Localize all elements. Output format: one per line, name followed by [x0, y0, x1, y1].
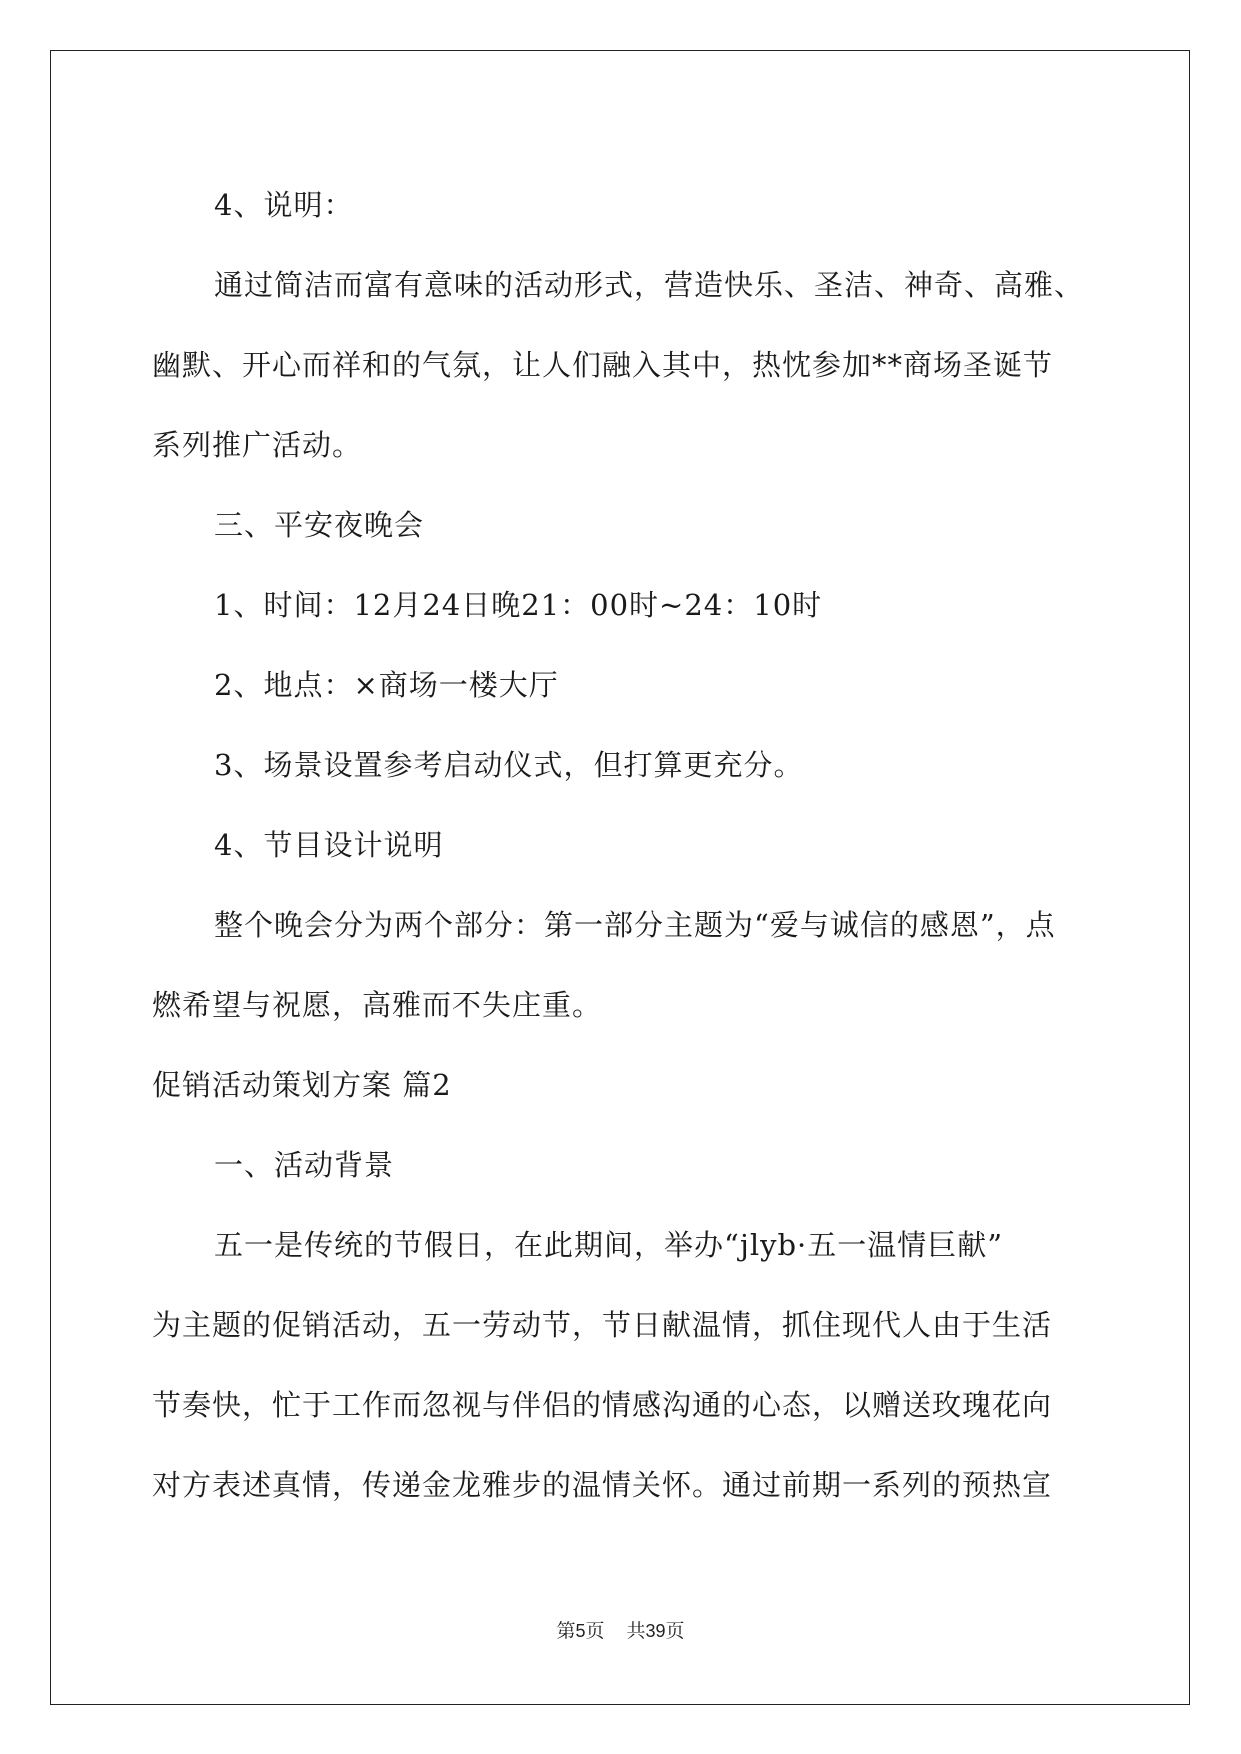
paragraph-line: 幽默、开心而祥和的气氛，让人们融入其中，热忱参加**商场圣诞节	[152, 348, 1054, 382]
list-item-time: 1、时间：12月24日晚21：00时~24：10时	[214, 588, 823, 622]
section-heading-christmas-eve-party: 三、平安夜晚会	[214, 508, 425, 542]
page-number: 5	[575, 1621, 586, 1641]
page-suffix: 页	[585, 1620, 605, 1642]
section-heading-background: 一、活动背景	[214, 1148, 395, 1182]
paragraph-line: 通过简洁而富有意味的活动形式，营造快乐、圣洁、神奇、高雅、	[214, 268, 1085, 302]
document-subtitle: 促销活动策划方案 篇2	[152, 1068, 452, 1102]
total-pages: 39	[645, 1621, 666, 1641]
page-footer	[0, 1616, 1241, 1643]
paragraph-line: 整个晚会分为两个部分：第一部分主题为“爱与诚信的感恩”，点	[214, 908, 1056, 942]
total-prefix: 共	[626, 1620, 646, 1642]
paragraph-line: 为主题的促销活动，五一劳动节，节日献温情，抓住现代人由于生活	[152, 1308, 1053, 1342]
page-prefix: 第	[556, 1620, 576, 1642]
list-item-location: 2、地点：×商场一楼大厅	[214, 668, 559, 702]
paragraph-line: 系列推广活动。	[152, 428, 363, 462]
paragraph-line: 五一是传统的节假日，在此期间，举办“jlyb·五一温情巨献”	[214, 1228, 1004, 1262]
paragraph-line: 对方表述真情，传递金龙雅步的温情关怀。通过前期一系列的预热宣	[152, 1468, 1053, 1502]
list-item-program-design: 4、节目设计说明	[214, 828, 444, 862]
paragraph-line: 燃希望与祝愿，高雅而不失庄重。	[152, 988, 603, 1022]
section-heading-explanation: 4、说明：	[214, 188, 354, 222]
list-item-scene-setup: 3、场景设置参考启动仪式，但打算更充分。	[214, 748, 804, 782]
document-body	[152, 165, 1092, 1525]
paragraph-line: 节奏快，忙于工作而忽视与伴侣的情感沟通的心态，以赠送玫瑰花向	[152, 1388, 1053, 1422]
total-suffix: 页	[665, 1620, 685, 1642]
